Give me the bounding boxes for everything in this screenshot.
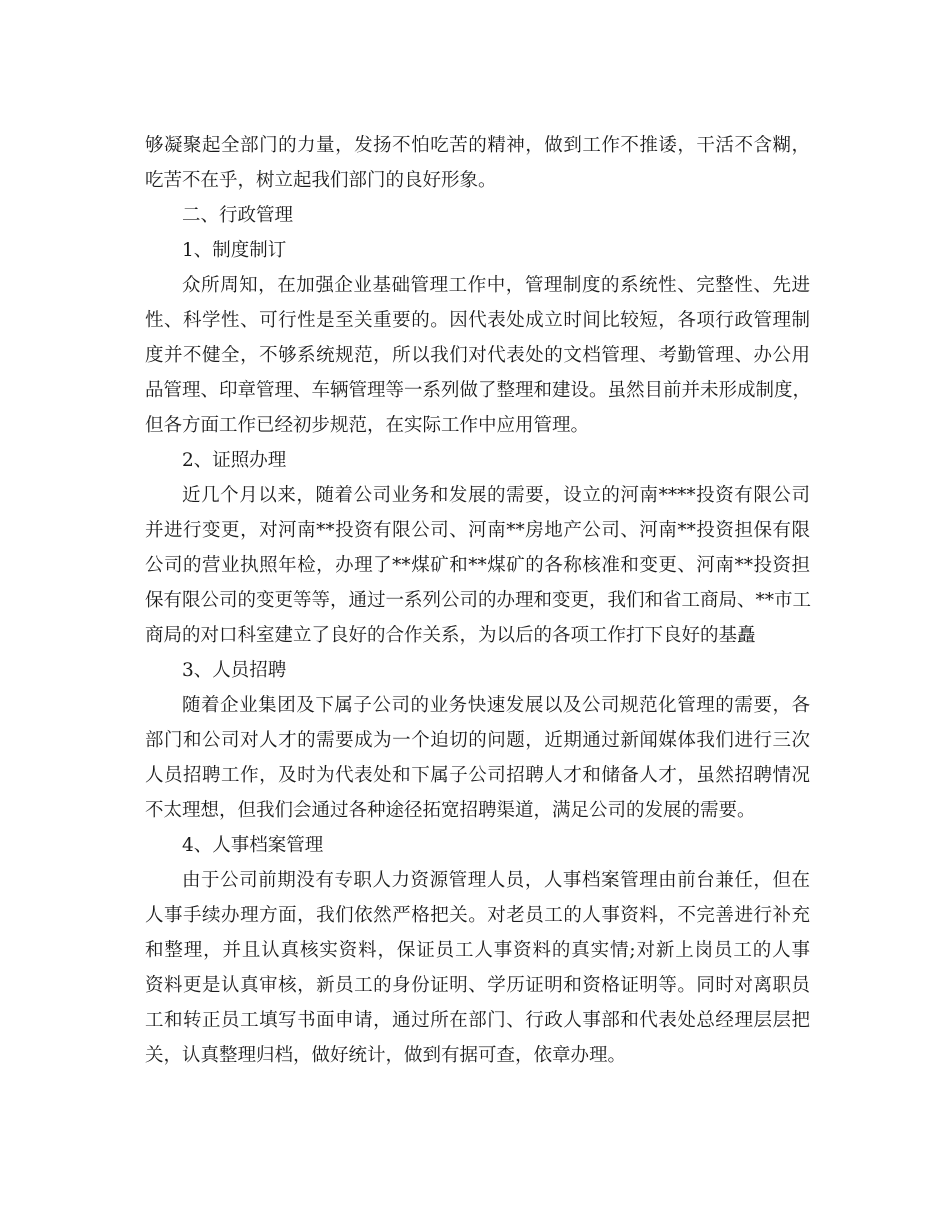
text-line: 公司的营业执照年检，办理了**煤矿和**煤矿的各称核准和变更、河南**投资担 bbox=[145, 555, 810, 576]
subheading-system bbox=[145, 233, 810, 268]
paragraph-unity bbox=[145, 128, 810, 198]
section-heading-admin bbox=[145, 198, 810, 233]
text-line: 和整理，并且认真核实资料，保证员工人事资料的真实情;对新上岗员工的人事 bbox=[145, 940, 810, 961]
text-line: 吃苦不在乎，树立起我们部门的良好形象。 bbox=[145, 170, 497, 191]
heading-text: 3、人员招聘 bbox=[182, 660, 287, 681]
text-line: 人员招聘工作，及时为代表处和下属子公司招聘人才和储备人才，虽然招聘情况 bbox=[145, 765, 810, 786]
text-line: 由于公司前期没有专职人力资源管理人员，人事档案管理由前台兼任，但在 bbox=[182, 870, 810, 891]
paragraph-system bbox=[145, 268, 810, 443]
heading-text: 2、证照办理 bbox=[182, 450, 287, 471]
text-line: 部门和公司对人才的需要成为一个迫切的问题，近期通过新闻媒体我们进行三次 bbox=[145, 730, 810, 751]
text-line: 众所周知，在加强企业基础管理工作中，管理制度的系统性、完整性、先进 bbox=[182, 275, 810, 296]
paragraph-archive bbox=[145, 863, 810, 1073]
text-line: 近几个月以来，随着公司业务和发展的需要，设立的河南****投资有限公司 bbox=[182, 485, 810, 506]
text-line: 性、科学性、可行性是至关重要的。因代表处成立时间比较短，各项行政管理制 bbox=[145, 310, 810, 331]
paragraph-license bbox=[145, 478, 810, 653]
text-line: 并进行变更，对河南**投资有限公司、河南**房地产公司、河南**投资担保有限 bbox=[145, 520, 810, 541]
text-line: 保有限公司的变更等等，通过一系列公司的办理和变更，我们和省工商局、**市工 bbox=[145, 590, 812, 611]
paragraph-recruit bbox=[145, 688, 810, 828]
text-line: 但各方面工作已经初步规范，在实际工作中应用管理。 bbox=[145, 415, 590, 436]
subheading-recruit bbox=[145, 653, 810, 688]
heading-text: 4、人事档案管理 bbox=[182, 835, 324, 856]
heading-text: 二、行政管理 bbox=[182, 205, 294, 226]
text-line: 不太理想，但我们会通过各种途径拓宽招聘渠道，满足公司的发展的需要。 bbox=[145, 800, 756, 821]
text-line: 随着企业集团及下属子公司的业务快速发展以及公司规范化管理的需要，各 bbox=[182, 695, 810, 716]
text-line: 人事手续办理方面，我们依然严格把关。对老员工的人事资料，不完善进行补充 bbox=[145, 905, 810, 926]
text-line: 品管理、印章管理、车辆管理等一系列做了整理和建设。虽然目前并未形成制度， bbox=[145, 380, 812, 401]
text-line: 关，认真整理归档，做好统计，做到有据可查，依章办理。 bbox=[145, 1045, 627, 1066]
subheading-license bbox=[145, 443, 810, 478]
text-line: 工和转正员工填写书面申请，通过所在部门、行政人事部和代表处总经理层层把 bbox=[145, 1010, 810, 1031]
document-body bbox=[145, 128, 810, 1073]
text-line: 够凝聚起全部门的力量，发扬不怕吃苦的精神，做到工作不推诿，干活不含糊， bbox=[145, 135, 810, 156]
subheading-archive bbox=[145, 828, 810, 863]
heading-text: 1、制度制订 bbox=[182, 240, 287, 261]
text-line: 资料更是认真审核，新员工的身份证明、学历证明和资格证明等。同时对离职员 bbox=[145, 975, 810, 996]
text-line: 商局的对口科室建立了良好的合作关系，为以后的各项工作打下良好的基矗 bbox=[145, 625, 756, 646]
text-line: 度并不健全，不够系统规范，所以我们对代表处的文档管理、考勤管理、办公用 bbox=[145, 345, 810, 366]
